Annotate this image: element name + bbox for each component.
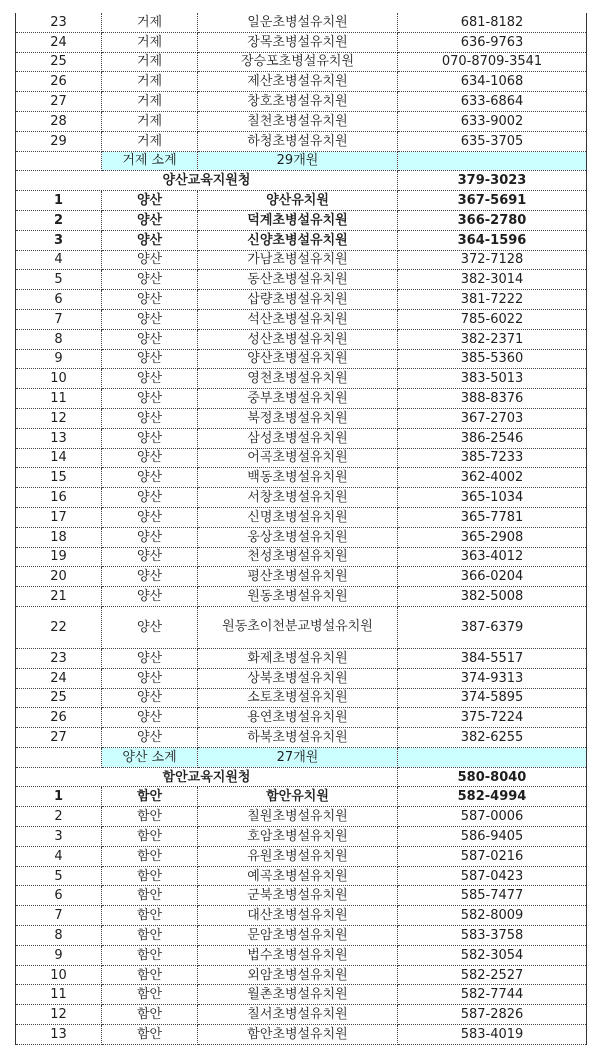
subtotal-label: 양산 소계 (102, 747, 198, 767)
region-cell: 함안 (102, 926, 198, 946)
phone-number: 382-5008 (398, 587, 587, 607)
region-cell: 함안 (102, 945, 198, 965)
kindergarten-name: 원동초이천분교병설유치원 (198, 606, 398, 648)
region-cell: 양산 (102, 728, 198, 748)
office-header-row (16, 767, 587, 787)
table-row (16, 708, 587, 728)
row-number: 8 (16, 926, 102, 946)
kindergarten-name: 덕계초병설유치원 (198, 210, 398, 230)
phone-number: 382-3014 (398, 270, 587, 290)
region-cell: 함안 (102, 906, 198, 926)
phone-number: 382-6255 (398, 728, 587, 748)
region-cell: 함안 (102, 866, 198, 886)
subtotal-label: 거제 소계 (102, 151, 198, 171)
table-row (16, 428, 587, 448)
row-number: 10 (16, 965, 102, 985)
phone-number: 372-7128 (398, 250, 587, 270)
phone-number: 374-5895 (398, 688, 587, 708)
kindergarten-name: 영천초병설유치원 (198, 369, 398, 389)
row-number: 9 (16, 945, 102, 965)
region-cell: 거제 (102, 52, 198, 72)
phone-number: 583-4019 (398, 1025, 587, 1045)
region-cell: 양산 (102, 688, 198, 708)
kindergarten-name: 칠천초병설유치원 (198, 111, 398, 131)
kindergarten-name: 제산초병설유치원 (198, 72, 398, 92)
row-number: 26 (16, 708, 102, 728)
phone-number: 385-5360 (398, 349, 587, 369)
kindergarten-name: 함안유치원 (198, 787, 398, 807)
phone-number: 366-2780 (398, 210, 587, 230)
row-number: 29 (16, 131, 102, 151)
table-row (16, 507, 587, 527)
row-number: 11 (16, 985, 102, 1005)
region-cell: 거제 (102, 32, 198, 52)
table-row (16, 985, 587, 1005)
kindergarten-name: 평산초병설유치원 (198, 567, 398, 587)
region-cell: 함안 (102, 985, 198, 1005)
row-number: 12 (16, 1005, 102, 1025)
phone-number: 635-3705 (398, 131, 587, 151)
row-number: 11 (16, 389, 102, 409)
region-cell: 양산 (102, 270, 198, 290)
row-number: 27 (16, 728, 102, 748)
region-cell: 거제 (102, 13, 198, 32)
phone-number: 383-5013 (398, 369, 587, 389)
row-number: 26 (16, 72, 102, 92)
kindergarten-name: 하북초병설유치원 (198, 728, 398, 748)
row-number: 6 (16, 886, 102, 906)
table-row (16, 131, 587, 151)
table-row (16, 111, 587, 131)
row-number: 28 (16, 111, 102, 131)
phone-number: 374-9313 (398, 668, 587, 688)
kindergarten-name: 외암초병설유치원 (198, 965, 398, 985)
row-number: 13 (16, 1025, 102, 1045)
row-number: 15 (16, 468, 102, 488)
education-office-name: 함안교육지원청 (16, 767, 398, 787)
region-cell: 양산 (102, 587, 198, 607)
phone-number: 587-0006 (398, 807, 587, 827)
row-number: 7 (16, 309, 102, 329)
row-number: 5 (16, 270, 102, 290)
phone-number: 386-2546 (398, 428, 587, 448)
table-row (16, 468, 587, 488)
region-cell: 양산 (102, 369, 198, 389)
phone-number: 582-3054 (398, 945, 587, 965)
phone-number: 365-2908 (398, 527, 587, 547)
region-cell: 양산 (102, 468, 198, 488)
kindergarten-name: 신명초병설유치원 (198, 507, 398, 527)
table-row (16, 250, 587, 270)
kindergarten-table (15, 13, 587, 1045)
row-number: 1 (16, 787, 102, 807)
kindergarten-name: 칠서초병설유치원 (198, 1005, 398, 1025)
table-row (16, 309, 587, 329)
region-cell: 양산 (102, 567, 198, 587)
phone-number: 387-6379 (398, 606, 587, 648)
row-number: 3 (16, 827, 102, 847)
row-number: 2 (16, 210, 102, 230)
row-number: 3 (16, 230, 102, 250)
phone-number: 633-9002 (398, 111, 587, 131)
row-number: 23 (16, 648, 102, 668)
region-cell: 함안 (102, 787, 198, 807)
phone-number: 587-2826 (398, 1005, 587, 1025)
row-number: 4 (16, 846, 102, 866)
table-row (16, 846, 587, 866)
region-cell: 함안 (102, 846, 198, 866)
subtotal-count: 29개원 (198, 151, 398, 171)
table-row (16, 13, 587, 32)
region-cell: 양산 (102, 349, 198, 369)
office-phone: 580-8040 (398, 767, 587, 787)
table-row (16, 547, 587, 567)
kindergarten-name: 하청초병설유치원 (198, 131, 398, 151)
table-row (16, 349, 587, 369)
table-row (16, 389, 587, 409)
table-row (16, 866, 587, 886)
kindergarten-name: 원동초병설유치원 (198, 587, 398, 607)
table-row (16, 72, 587, 92)
kindergarten-name: 삼성초병설유치원 (198, 428, 398, 448)
table-row (16, 290, 587, 310)
row-number: 22 (16, 606, 102, 648)
phone-number: 385-7233 (398, 448, 587, 468)
kindergarten-name: 서창초병설유치원 (198, 488, 398, 508)
row-number: 10 (16, 369, 102, 389)
table-row (16, 587, 587, 607)
office-header-row (16, 171, 587, 191)
kindergarten-name: 창호초병설유치원 (198, 92, 398, 112)
kindergarten-name: 문암초병설유치원 (198, 926, 398, 946)
kindergarten-name: 웅상초병설유치원 (198, 527, 398, 547)
phone-number: 582-8009 (398, 906, 587, 926)
row-number: 12 (16, 408, 102, 428)
phone-number: 365-7781 (398, 507, 587, 527)
region-cell: 함안 (102, 965, 198, 985)
table-row (16, 329, 587, 349)
kindergarten-name: 상북초병설유치원 (198, 668, 398, 688)
row-number: 7 (16, 906, 102, 926)
education-office-name: 양산교육지원청 (16, 171, 398, 191)
region-cell: 함안 (102, 1005, 198, 1025)
table-row (16, 210, 587, 230)
row-number: 13 (16, 428, 102, 448)
row-number: 17 (16, 507, 102, 527)
phone-number: 681-8182 (398, 13, 587, 32)
region-cell: 거제 (102, 111, 198, 131)
table-row (16, 369, 587, 389)
region-cell: 양산 (102, 210, 198, 230)
table-row (16, 926, 587, 946)
phone-number: 586-9405 (398, 827, 587, 847)
region-cell: 양산 (102, 606, 198, 648)
row-number: 14 (16, 448, 102, 468)
phone-number: 583-3758 (398, 926, 587, 946)
subtotal-row (16, 151, 587, 171)
kindergarten-name: 백동초병설유치원 (198, 468, 398, 488)
table-row (16, 488, 587, 508)
phone-number: 582-7744 (398, 985, 587, 1005)
kindergarten-name: 유원초병설유치원 (198, 846, 398, 866)
row-number: 8 (16, 329, 102, 349)
subtotal-count: 27개원 (198, 747, 398, 767)
region-cell: 양산 (102, 408, 198, 428)
table-row (16, 32, 587, 52)
region-cell: 양산 (102, 191, 198, 211)
region-cell: 양산 (102, 329, 198, 349)
kindergarten-name: 장승포초병설유치원 (198, 52, 398, 72)
phone-number: 636-9763 (398, 32, 587, 52)
table-row (16, 230, 587, 250)
region-cell: 양산 (102, 708, 198, 728)
phone-number: 582-2527 (398, 965, 587, 985)
kindergarten-name: 북정초병설유치원 (198, 408, 398, 428)
table-row (16, 567, 587, 587)
kindergarten-name: 석산초병설유치원 (198, 309, 398, 329)
row-number: 2 (16, 807, 102, 827)
phone-number: 381-7222 (398, 290, 587, 310)
kindergarten-name: 동산초병설유치원 (198, 270, 398, 290)
row-number: 6 (16, 290, 102, 310)
kindergarten-name: 가남초병설유치원 (198, 250, 398, 270)
region-cell: 함안 (102, 807, 198, 827)
table-row (16, 270, 587, 290)
row-number: 25 (16, 688, 102, 708)
row-number: 20 (16, 567, 102, 587)
row-number: 25 (16, 52, 102, 72)
region-cell: 거제 (102, 72, 198, 92)
phone-number: 367-5691 (398, 191, 587, 211)
subtotal-empty (16, 151, 102, 171)
kindergarten-name: 대산초병설유치원 (198, 906, 398, 926)
region-cell: 양산 (102, 488, 198, 508)
region-cell: 양산 (102, 668, 198, 688)
phone-number: 582-4994 (398, 787, 587, 807)
kindergarten-name: 중부초병설유치원 (198, 389, 398, 409)
phone-number: 382-2371 (398, 329, 587, 349)
table-row (16, 92, 587, 112)
kindergarten-name: 소토초병설유치원 (198, 688, 398, 708)
table-row (16, 1025, 587, 1045)
region-cell: 양산 (102, 309, 198, 329)
kindergarten-name: 삽량초병설유치원 (198, 290, 398, 310)
subtotal-blank (398, 151, 587, 171)
region-cell: 양산 (102, 290, 198, 310)
row-number: 18 (16, 527, 102, 547)
phone-number: 375-7224 (398, 708, 587, 728)
phone-number: 388-8376 (398, 389, 587, 409)
phone-number: 070-8709-3541 (398, 52, 587, 72)
row-number: 1 (16, 191, 102, 211)
table-row (16, 448, 587, 468)
kindergarten-name: 성산초병설유치원 (198, 329, 398, 349)
region-cell: 양산 (102, 648, 198, 668)
kindergarten-name: 화제초병설유치원 (198, 648, 398, 668)
row-number: 24 (16, 668, 102, 688)
table-row (16, 191, 587, 211)
kindergarten-name: 예곡초병설유치원 (198, 866, 398, 886)
region-cell: 양산 (102, 428, 198, 448)
subtotal-row (16, 747, 587, 767)
phone-number: 587-0216 (398, 846, 587, 866)
region-cell: 거제 (102, 131, 198, 151)
table-row (16, 886, 587, 906)
row-number: 27 (16, 92, 102, 112)
phone-number: 384-5517 (398, 648, 587, 668)
phone-number: 366-0204 (398, 567, 587, 587)
kindergarten-name: 신양초병설유치원 (198, 230, 398, 250)
table-row (16, 728, 587, 748)
table-row (16, 408, 587, 428)
region-cell: 양산 (102, 507, 198, 527)
row-number: 16 (16, 488, 102, 508)
region-cell: 양산 (102, 547, 198, 567)
subtotal-blank (398, 747, 587, 767)
kindergarten-name: 천성초병설유치원 (198, 547, 398, 567)
kindergarten-name: 호암초병설유치원 (198, 827, 398, 847)
table-row (16, 827, 587, 847)
kindergarten-name: 양산유치원 (198, 191, 398, 211)
kindergarten-name: 법수초병설유치원 (198, 945, 398, 965)
kindergarten-name: 월촌초병설유치원 (198, 985, 398, 1005)
row-number: 23 (16, 13, 102, 32)
kindergarten-name: 함안초병설유치원 (198, 1025, 398, 1045)
table-row (16, 787, 587, 807)
phone-number: 367-2703 (398, 408, 587, 428)
table-row (16, 668, 587, 688)
phone-number: 365-1034 (398, 488, 587, 508)
table-row (16, 688, 587, 708)
region-cell: 함안 (102, 886, 198, 906)
kindergarten-name: 양산초병설유치원 (198, 349, 398, 369)
kindergarten-name: 일운초병설유치원 (198, 13, 398, 32)
kindergarten-name: 군북초병설유치원 (198, 886, 398, 906)
table-row (16, 648, 587, 668)
table-row (16, 527, 587, 547)
region-cell: 함안 (102, 827, 198, 847)
phone-number: 633-6864 (398, 92, 587, 112)
region-cell: 양산 (102, 527, 198, 547)
phone-number: 364-1596 (398, 230, 587, 250)
table-row (16, 606, 587, 648)
row-number: 5 (16, 866, 102, 886)
region-cell: 거제 (102, 92, 198, 112)
kindergarten-name: 어곡초병설유치원 (198, 448, 398, 468)
row-number: 9 (16, 349, 102, 369)
kindergarten-name: 칠원초병설유치원 (198, 807, 398, 827)
table-row (16, 965, 587, 985)
row-number: 21 (16, 587, 102, 607)
table-row (16, 807, 587, 827)
phone-number: 362-4002 (398, 468, 587, 488)
kindergarten-name: 용연초병설유치원 (198, 708, 398, 728)
phone-number: 585-7477 (398, 886, 587, 906)
row-number: 19 (16, 547, 102, 567)
region-cell: 양산 (102, 448, 198, 468)
row-number: 4 (16, 250, 102, 270)
phone-number: 634-1068 (398, 72, 587, 92)
row-number: 24 (16, 32, 102, 52)
table-row (16, 945, 587, 965)
phone-number: 363-4012 (398, 547, 587, 567)
region-cell: 양산 (102, 250, 198, 270)
kindergarten-name: 장목초병설유치원 (198, 32, 398, 52)
table-row (16, 52, 587, 72)
region-cell: 양산 (102, 230, 198, 250)
phone-number: 587-0423 (398, 866, 587, 886)
region-cell: 함안 (102, 1025, 198, 1045)
office-phone: 379-3023 (398, 171, 587, 191)
table-row (16, 906, 587, 926)
table-row (16, 1005, 587, 1025)
region-cell: 양산 (102, 389, 198, 409)
subtotal-empty (16, 747, 102, 767)
phone-number: 785-6022 (398, 309, 587, 329)
